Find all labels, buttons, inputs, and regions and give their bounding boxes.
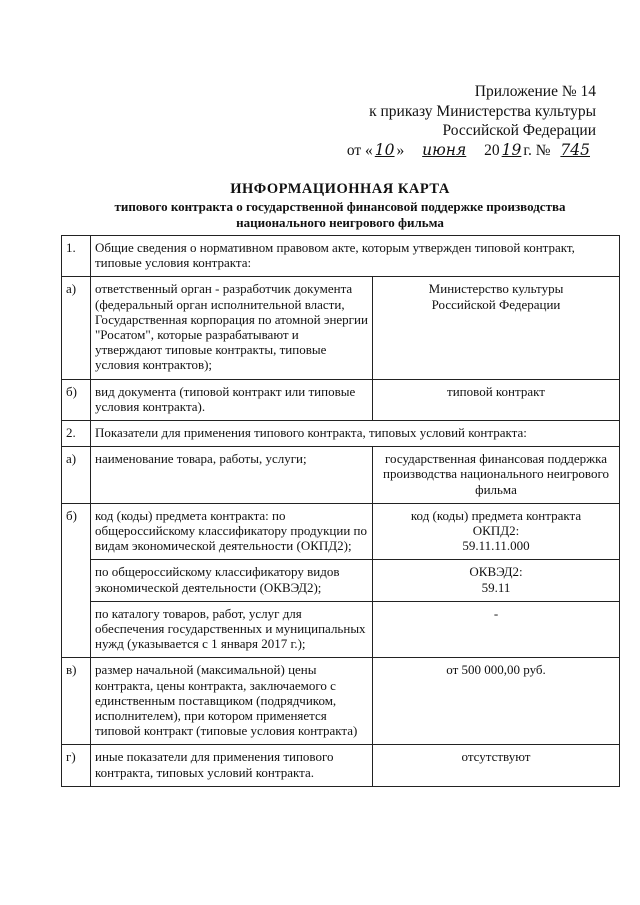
row-label: по общероссийскому классификатору видов экономической деятельности (ОКВЭД2);	[91, 560, 373, 601]
row-value: от 500 000,00 руб.	[373, 658, 620, 745]
table-row	[62, 601, 620, 658]
row-value	[373, 503, 620, 560]
table-row	[62, 745, 620, 786]
table-row	[62, 447, 620, 504]
table-row	[62, 379, 620, 420]
value-line: Российской Федерации	[431, 296, 561, 312]
row-label: иные показатели для применения типового контракта, типовых условий контракта.	[91, 745, 373, 786]
value-line: 59.11.11.000	[462, 538, 530, 554]
value-line: код (коды) предмета контракта	[410, 507, 582, 523]
section-heading: Показатели для применения типового контракта, типовых условий контракта:	[91, 421, 620, 447]
row-number: 1.	[62, 236, 91, 277]
row-value: государственная финансовая поддержка производства национального неигрового фильма	[373, 447, 620, 504]
row-number: г)	[62, 745, 91, 786]
date-day-handwritten: 10	[374, 140, 395, 159]
order-date-line	[347, 141, 596, 161]
table-row	[62, 421, 620, 447]
table-row	[62, 277, 620, 379]
date-year-handwritten: 19	[501, 140, 522, 159]
date-mid: »	[396, 141, 405, 159]
row-label: наименование товара, работы, услуги;	[91, 447, 373, 504]
row-value: отсутствуют	[373, 745, 620, 786]
section-heading: Общие сведения о нормативном правовом акте, которым утвержден типовой контракт, типовые условия контракта:	[91, 236, 620, 277]
title-main: ИНФОРМАЦИОННАЯ КАРТА	[230, 181, 450, 197]
table-row	[62, 560, 620, 601]
row-value: -	[373, 601, 620, 658]
appendix-number: Приложение № 14	[474, 83, 596, 100]
date-suffix: г. №	[523, 141, 551, 159]
table-row	[62, 503, 620, 560]
table-row	[62, 658, 620, 745]
order-number-handwritten: 745	[560, 140, 590, 159]
value-line: ОКПД2:	[472, 523, 520, 539]
row-value	[373, 277, 620, 379]
row-value: типовой контракт	[373, 379, 620, 420]
value-line: Министерство культуры	[428, 281, 564, 297]
row-number: в)	[62, 658, 91, 745]
date-month-handwritten: июня	[422, 140, 467, 159]
row-number: б)	[62, 379, 91, 420]
date-year-prefix: 20	[484, 141, 500, 159]
row-number: 2.	[62, 421, 91, 447]
date-prefix: от «	[346, 141, 373, 159]
row-number: а)	[62, 447, 91, 504]
row-number: б)	[62, 503, 91, 560]
row-label: код (коды) предмета контракта: по общероссийскому классификатору продукции по видам экономической деятельности (ОКПД2);	[91, 503, 373, 560]
row-label: размер начальной (максимальной) цены контракта, цены контракта, заключаемого с единственным поставщиком (подрядчиком, исполнителем), при котором применяется типовой контракт (типовые условия контракта)	[91, 658, 373, 745]
information-card-table	[61, 235, 620, 787]
appendix-header	[347, 82, 596, 160]
title-sub-line2: национального неигрового фильма	[236, 214, 444, 230]
document-title	[60, 180, 620, 230]
value-line: ОКВЭД2:	[469, 564, 523, 580]
row-number: а)	[62, 277, 91, 379]
order-reference: к приказу Министерства культуры	[369, 102, 596, 120]
title-sub-line1: типового контракта о государственной финансовой поддержке производства	[114, 199, 566, 214]
table-row	[62, 236, 620, 277]
ministry-name: Российской Федерации	[442, 122, 596, 139]
row-label: ответственный орган - разработчик документа (федеральный орган исполнительной власти, Государственная корпорация по атомной энергии "Росатом", которые разрабатывают и утверждают типовые контракты, типовые условия контрактов);	[91, 277, 373, 379]
value-line: 59.11	[481, 579, 511, 595]
row-label: вид документа (типовой контракт или типовые условия контракта).	[91, 379, 373, 420]
row-label: по каталогу товаров, работ, услуг для обеспечения государственных и муниципальных нужд (указывается с 1 января 2017 г.);	[91, 601, 373, 658]
row-value	[373, 560, 620, 601]
